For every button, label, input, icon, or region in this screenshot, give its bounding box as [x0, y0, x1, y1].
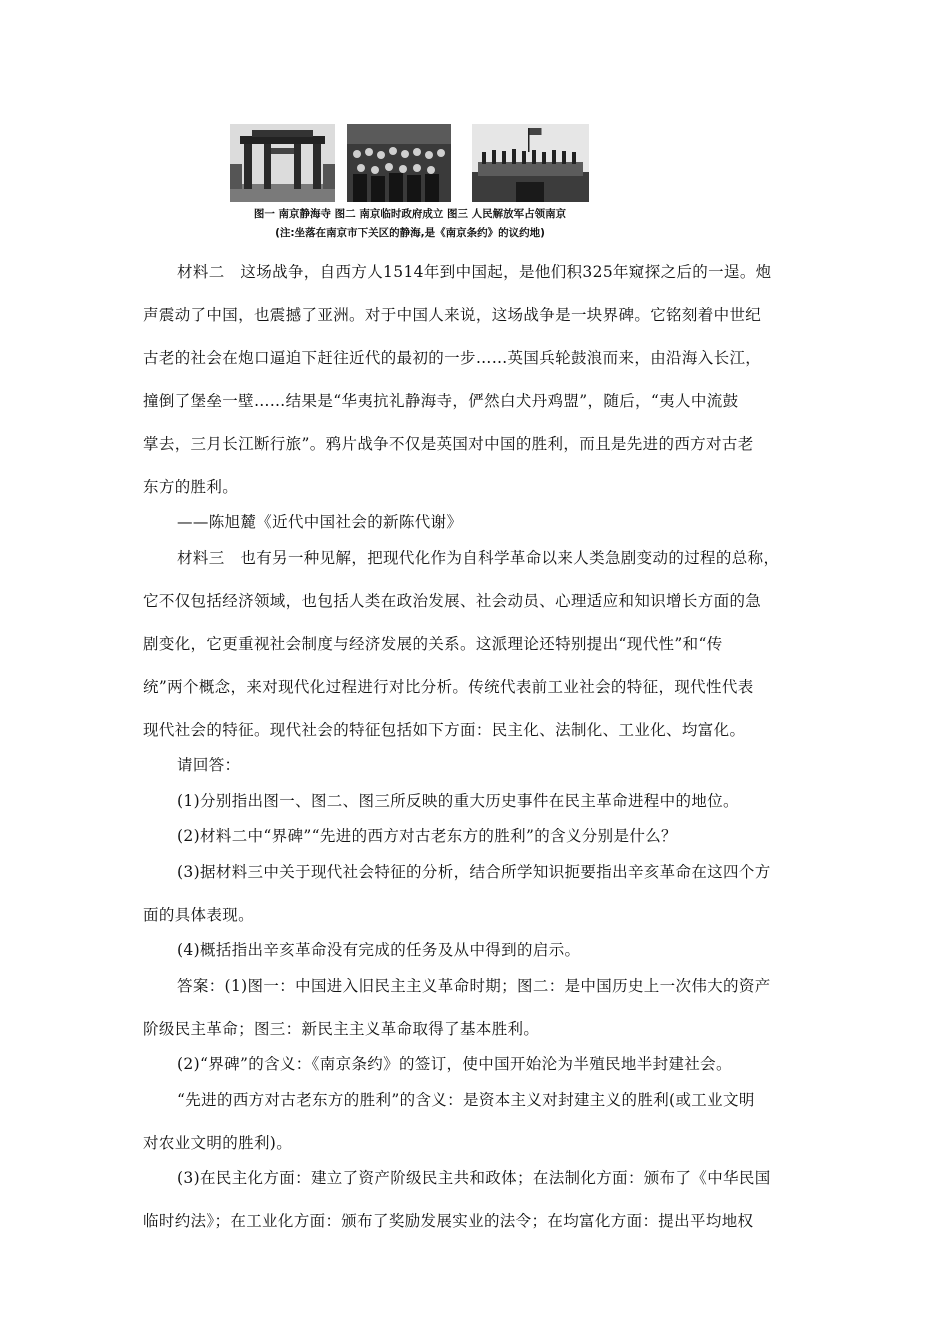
material-2-line-2: 声震动了中国，也震撼了亚洲。对于中国人来说，这场战争是一块界碑。它铭刻着中世纪	[143, 306, 762, 324]
answer-2-line-1: (2)“界碑”的含义：《南京条约》的签订，使中国开始沦为半殖民地半封建社会。	[177, 1055, 732, 1073]
answer-3-line-1: (3)在民主化方面：建立了资产阶级民主共和政体；在法制化方面：颁布了《中华民国	[177, 1169, 771, 1187]
material-2-line-4: 撞倒了堡垒一壁……结果是“华夷抗礼静海寺，俨然白犬丹鸡盟”，随后，“夷人中流鼓	[143, 392, 739, 410]
figure-caption: 图一 南京静海寺 图二 南京临时政府成立 图三 人民解放军占领南京	[253, 208, 567, 220]
material-2-line-1: 材料二 这场战争，自西方人1514年到中国起，是他们积325年窥探之后的一逞。炮	[177, 263, 772, 281]
answer-1-line-1: 答案：(1)图一：中国进入旧民主主义革命时期；图二：是中国历史上一次伟大的资产	[177, 977, 771, 995]
material-2-line-5: 掌去，三月长江断行旅”。鸦片战争不仅是英国对中国的胜利，而且是先进的西方对古老	[143, 435, 754, 453]
photo-pla-occupies-nanjing	[472, 124, 589, 202]
answer-2-line-3: 对农业文明的胜利)。	[143, 1134, 293, 1152]
material-3-line-5: 现代社会的特征。现代社会的特征包括如下方面：民主化、法制化、工业化、均富化。	[143, 721, 746, 739]
figure-group	[230, 124, 590, 242]
material-3-line-3: 剧变化，它更重视社会制度与经济发展的关系。这派理论还特别提出“现代性”和“传	[143, 635, 723, 653]
answer-3-line-2: 临时约法》；在工业化方面：颁布了奖励发展实业的法令；在均富化方面：提出平均地权	[143, 1212, 754, 1230]
material-3-line-4: 统”两个概念，来对现代化过程进行对比分析。传统代表前工业社会的特征，现代性代表	[143, 678, 754, 696]
photo-provisional-government	[347, 124, 451, 202]
question-1: (1)分别指出图一、图二、图三所反映的重大历史事件在民主革命进程中的地位。	[177, 792, 739, 810]
answer-1-line-2: 阶级民主革命；图三：新民主主义革命取得了基本胜利。	[143, 1020, 540, 1038]
question-2: (2)材料二中“界碑”“先进的西方对古老东方的胜利”的含义分别是什么？	[177, 827, 677, 845]
answer-2-line-2: “先进的西方对古老东方的胜利”的含义：是资本主义对封建主义的胜利(或工业文明	[177, 1091, 755, 1109]
material-2-line-3: 古老的社会在炮口逼迫下赶往近代的最初的一步……英国兵轮鼓浪而来，由沿海入长江，	[143, 349, 762, 367]
photo-nanjing-jinghai-temple	[230, 124, 335, 202]
material-3-line-2: 它不仅包括经济领域，也包括人类在政治发展、社会动员、心理适应和知识增长方面的急	[143, 592, 762, 610]
figure-note: (注:坐落在南京市下关区的静海,是《南京条约》的议约地)	[275, 227, 545, 239]
material-2-source: ——陈旭麓《近代中国社会的新陈代谢》	[177, 513, 463, 531]
material-3-line-1: 材料三 也有另一种见解，把现代化作为自科学革命以来人类急剧变动的过程的总称，	[177, 549, 780, 567]
material-2-line-6: 东方的胜利。	[143, 478, 239, 496]
question-prompt: 请回答：	[177, 756, 241, 774]
question-3-line-1: (3)据材料三中关于现代社会特征的分析，结合所学知识扼要指出辛亥革命在这四个方	[177, 863, 771, 881]
question-4: (4)概括指出辛亥革命没有完成的任务及从中得到的启示。	[177, 941, 581, 959]
question-3-line-2: 面的具体表现。	[143, 906, 254, 924]
